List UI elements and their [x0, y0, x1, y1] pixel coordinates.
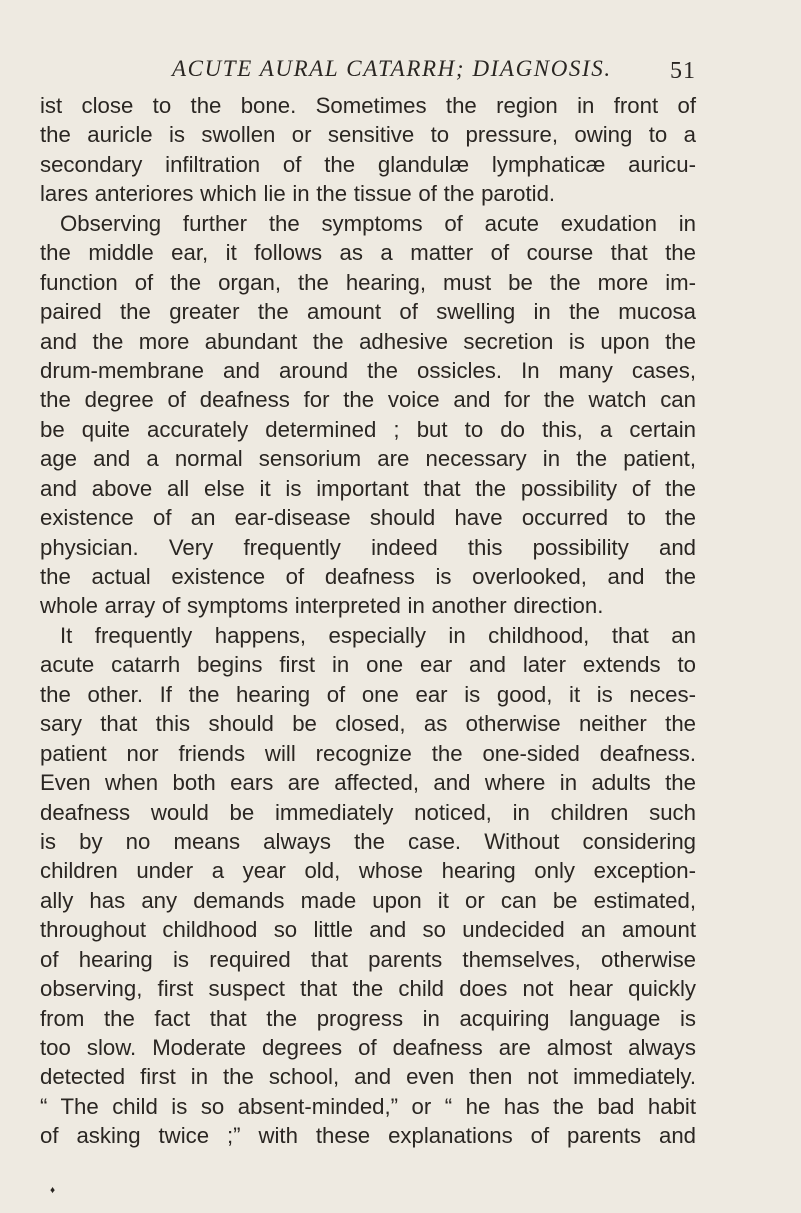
text-line: and above all else it is important that the possibility of the — [40, 475, 696, 501]
text-line: children under a year old, whose hearing only exception- — [40, 858, 696, 884]
text-line: Observing further the symptoms of acute exudation in — [60, 210, 696, 236]
text-line: sary that this should be closed, as otherwise neither the — [40, 711, 696, 737]
text-line: age and a normal sensorium are necessary in the patient, — [40, 446, 696, 472]
text-line: patient nor friends will recognize the one-sided deafness. — [40, 740, 696, 766]
text-line: be quite accurately determined ; but to do this, a certain — [40, 416, 696, 442]
text-line: the other. If the hearing of one ear is good, it is neces- — [40, 681, 696, 707]
text-line: whole array of symptoms interpreted in another direction. — [40, 593, 604, 619]
text-line: “ The child is so absent-minded,” or “ he has the bad habit — [40, 1093, 696, 1119]
text-line: Even when both ears are affected, and where in adults the — [40, 770, 696, 796]
text-line: deafness would be immediately noticed, in children such — [40, 799, 696, 825]
text-line: ally has any demands made upon it or can be estimated, — [40, 887, 696, 913]
text-line: detected first in the school, and even then not immediately. — [40, 1064, 696, 1090]
text-line: paired the greater the amount of swelling in the mucosa — [40, 299, 696, 325]
text-line: the middle ear, it follows as a matter of course that the — [40, 240, 696, 266]
text-line: is by no means always the case. Without considering — [40, 828, 696, 854]
running-head — [40, 56, 696, 88]
text-line: the actual existence of deafness is overlooked, and the — [40, 564, 696, 589]
text-line: too slow. Moderate degrees of deafness are almost always — [40, 1035, 696, 1060]
text-line: ist close to the bone. Sometimes the region in front of — [40, 93, 696, 118]
text-line: acute catarrh begins first in one ear and later extends to — [40, 652, 696, 678]
signature-mark: ♦ — [50, 1185, 56, 1196]
running-title: ACUTE AURAL CATARRH; DIAGNOSIS. — [172, 56, 612, 81]
text-line: the degree of deafness for the voice and for the watch can — [40, 387, 696, 413]
text-line: physician. Very frequently indeed this possibility and — [40, 534, 696, 560]
text-line: of asking twice ;” with these explanations of parents and — [40, 1123, 696, 1149]
text-line: lares anteriores which lie in the tissue of the parotid. — [40, 181, 556, 207]
text-line: throughout childhood so little and so undecided an amount — [40, 917, 696, 943]
text-line: of hearing is required that parents themselves, otherwise — [40, 946, 696, 972]
text-line: existence of an ear-disease should have occurred to the — [40, 505, 696, 531]
text-line: secondary infiltration of the glandulæ lymphaticæ auricu- — [40, 151, 696, 177]
text-line: observing, first suspect that the child does not hear quickly — [40, 976, 696, 1002]
page-number: 51 — [670, 58, 696, 84]
text-line: It frequently happens, especially in childhood, that an — [60, 622, 696, 648]
body-text — [40, 91, 696, 1151]
text-line: drum-membrane and around the ossicles. In many cases, — [40, 357, 696, 383]
text-line: the auricle is swollen or sensitive to pressure, owing to a — [40, 122, 696, 148]
text-line: and the more abundant the adhesive secretion is upon the — [40, 328, 696, 354]
text-line: from the fact that the progress in acquiring language is — [40, 1005, 696, 1031]
text-line: function of the organ, the hearing, must be the more im- — [40, 269, 696, 295]
